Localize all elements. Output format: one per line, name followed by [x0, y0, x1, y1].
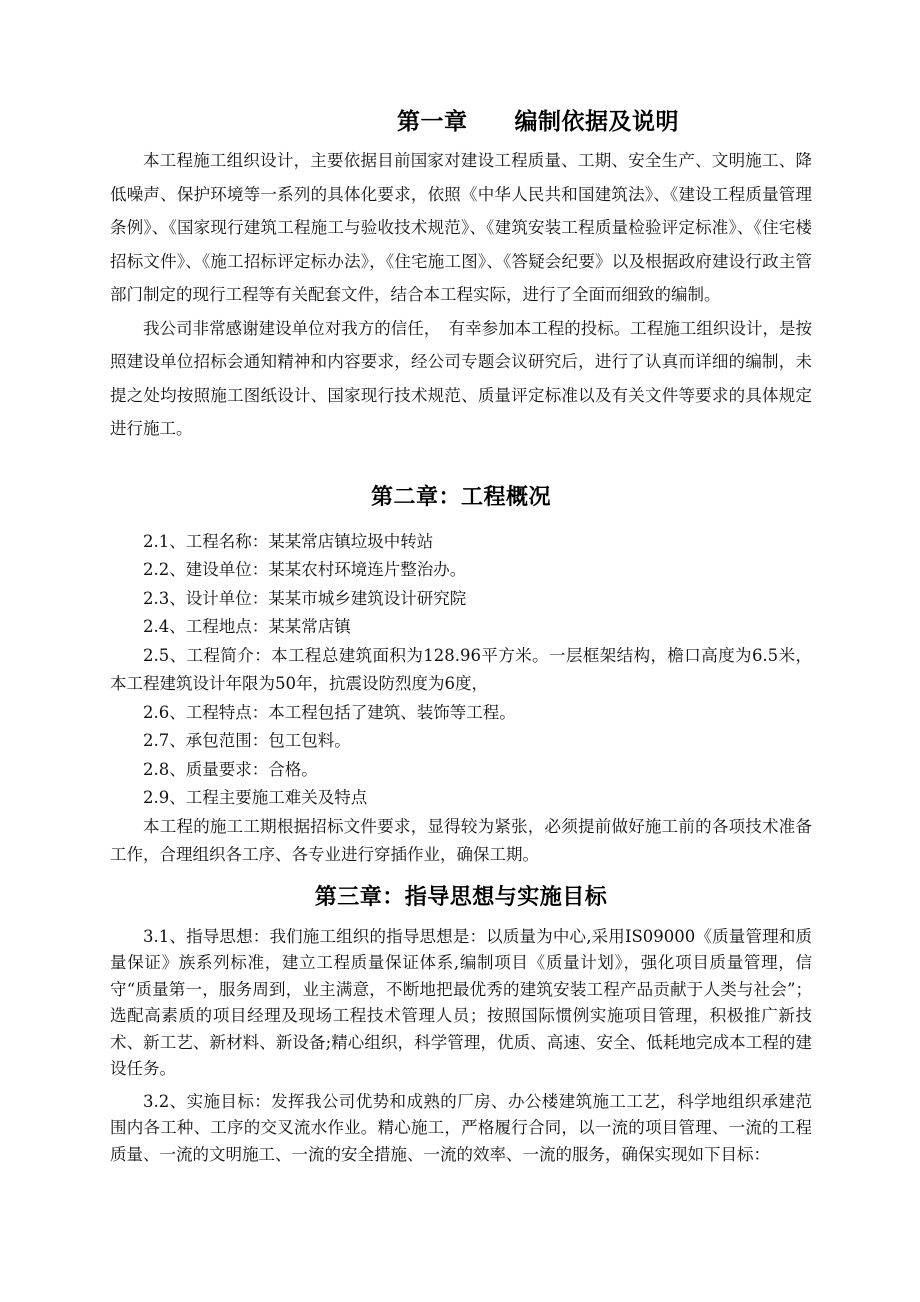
chapter-2-item: 2.5、工程简介：本工程总建筑面积为128.96平方米。一层框架结构，檐口高度为6.5米，本工程建筑设计年限为50年，抗震设防烈度为6度， — [110, 645, 812, 693]
chapter-1-body — [110, 144, 812, 446]
chapter-2-item: 2.7、承包范围：包工包料。 — [143, 731, 351, 750]
chapter-3-title: 第三章：指导思想与实施目标 — [314, 884, 608, 910]
chapter-3 — [110, 876, 812, 1169]
chapter-2-closing: 本工程的施工工期根据招标文件要求，显得较为紧张，必须提前做好施工前的各项技术准备工作，合理组织各工序、各专业进行穿插作业，确保工期。 — [110, 816, 812, 864]
chapter-1-paragraph: 我公司非常感谢建设单位对我方的信任， 有幸参加本工程的投标。工程施工组织设计，是按照建设单位招标会通知精神和内容要求，经公司专题会议研究后，进行了认真而详细的编制，未提之处均按照施工图纸设计、国家现行技术规范、质量评定标准以及有关文件等要求的具体规定进行施工。 — [110, 318, 812, 438]
chapter-2-body — [110, 528, 812, 870]
chapter-2-item: 2.6、工程特点：本工程包括了建筑、装饰等工程。 — [143, 702, 516, 722]
chapter-2-item: 2.8、质量要求：合格。 — [143, 759, 318, 779]
chapter-1-title: 第一章 编制依据及说明 — [397, 109, 679, 135]
chapter-3-paragraph: 3.1、指导思想：我们施工组织的指导思想是：以质量为中心,采用IS09000《质量管理和质量保证》族系列标准，建立工程质量保证体系,编制项目《质量计划》，强化项目质量管理，信守“质量第一，服务周到，业主满意，不断地把最优秀的建筑安装工程产品贡献于人类与社会”；选配高素质的项目经理及现场工程技术管理人员；按照国际惯例实施项目管理，积极推广新技术、新工艺、新材料、新设备;精心组织，科学管理，优质、高速、安全、低耗地完成本工程的建设任务。 — [110, 926, 812, 1078]
chapter-3-paragraph: 3.2、实施目标：发挥我公司优势和成熟的厂房、办公楼建筑施工工艺，科学地组织承建范围内各工种、工序的交叉流水作业。精心施工，严格履行合同，以一流的项目管理、一流的工程质量、一流的文明施工、一流的安全措施、一流的效率、一流的服务，确保实现如下目标： — [110, 1091, 812, 1164]
chapter-1-paragraph: 本工程施工组织设计，主要依据目前国家对建设工程质量、工期、安全生产、文明施工、降低噪声、保护环境等一系列的具体化要求，依照《中华人民共和国建筑法》、《建设工程质量管理条例》、《国家现行建筑工程施工与验收技术规范》、《建筑安装工程质量检验评定标准》、《住宅楼招标文件》、《施工招标评定标办法》，《住宅施工图》、《答疑会纪要》以及根据政府建设行政主管部门制定的现行工程等有关配套文件，结合本工程实际，进行了全面而细致的编制。 — [110, 151, 812, 304]
chapter-2-item: 2.1、工程名称：某某常店镇垃圾中转站 — [143, 531, 434, 551]
document-page — [110, 100, 812, 1168]
chapter-2 — [110, 476, 812, 870]
chapter-2-item: 2.3、设计单位：某某市城乡建筑设计研究院 — [143, 588, 467, 608]
chapter-1 — [110, 100, 812, 446]
chapter-2-item: 2.9、工程主要施工难关及特点 — [143, 788, 368, 807]
chapter-2-item: 2.4、工程地点：某某常店镇 — [143, 617, 351, 636]
chapter-3-body — [110, 924, 812, 1169]
chapter-2-title: 第二章：工程概况 — [370, 484, 551, 510]
chapter-2-item: 2.2、建设单位：某某农村环境连片整治办。 — [143, 560, 467, 579]
